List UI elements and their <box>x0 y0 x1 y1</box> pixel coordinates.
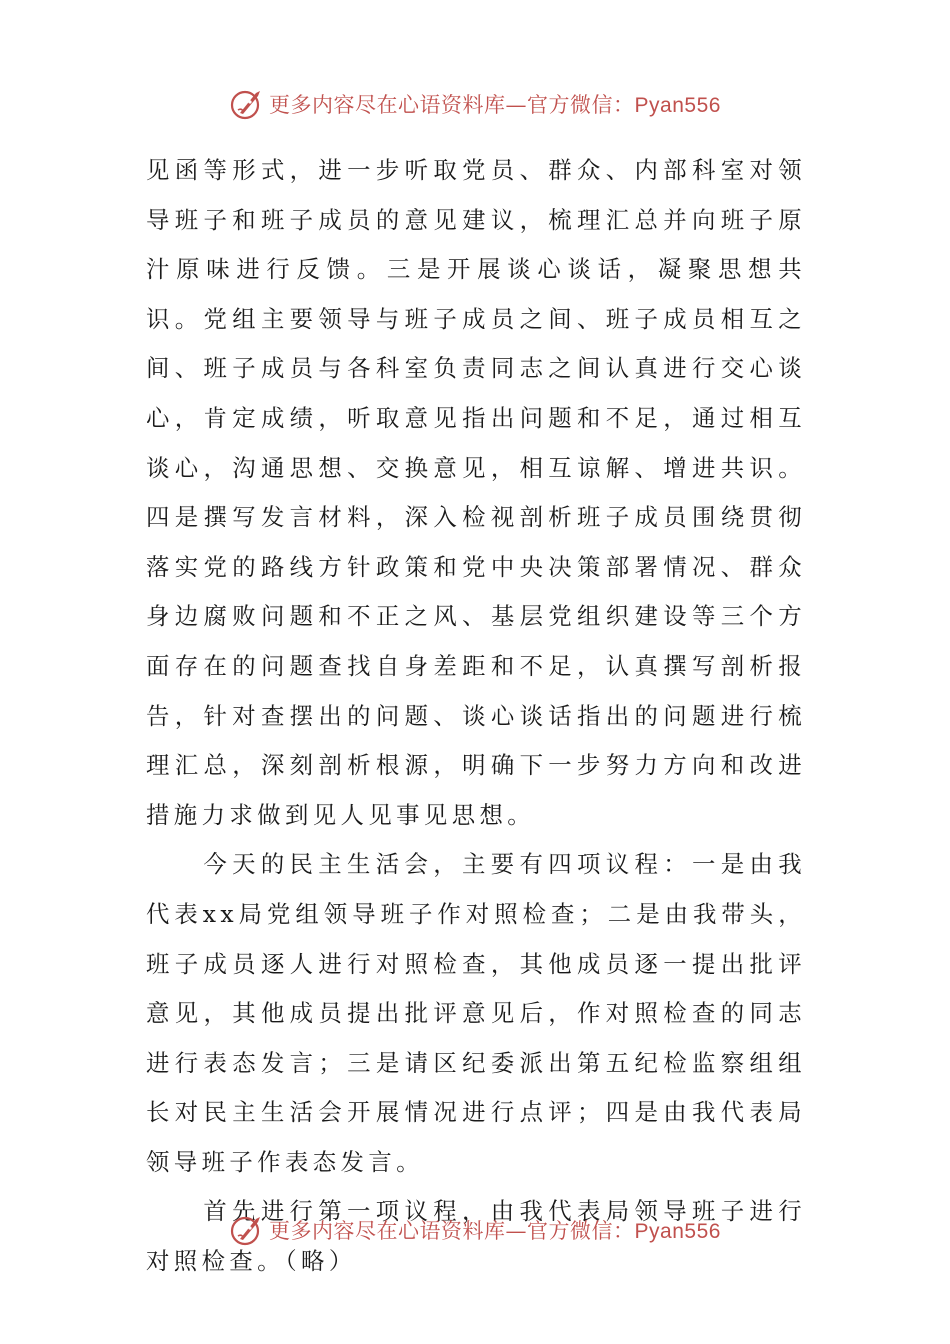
header-banner <box>0 84 950 124</box>
wechat-id: Pyan556 <box>634 94 721 117</box>
quill-pen-circle-icon <box>229 1212 265 1248</box>
banner-text: 更多内容尽在心语资料库—官方微信：Pyan556 <box>269 1219 721 1243</box>
paragraph-3: 首先进行第一项议程，由我代表局领导班子进行对照检查。（略） <box>146 1197 806 1276</box>
document-body <box>146 146 806 1287</box>
quill-pen-circle-icon <box>229 86 265 122</box>
paragraph-2: 今天的民主生活会，主要有四项议程：一是由我代表xx局党组领导班子作对照检查；二是由我带头，班子成员逐人进行对照检查，其他成员逐一提出批评意见，其他成员提出批评意见后，作对照检查的同志进行表态发言；三是请区纪委派出第五纪检监察组组长对民主生活会开展情况进行点评；四是由我代表局领导班子作表态发言。 <box>146 850 806 1176</box>
banner-text: 更多内容尽在心语资料库—官方微信：Pyan556 <box>269 93 721 117</box>
wechat-id: Pyan556 <box>634 1220 721 1243</box>
footer-banner <box>0 1210 950 1250</box>
paragraph-1: 见函等形式，进一步听取党员、群众、内部科室对领导班子和班子成员的意见建议，梳理汇总并向班子原汁原味进行反馈。三是开展谈心谈话，凝聚思想共识。党组主要领导与班子成员之间、班子成员相互之间、班子成员与各科室负责同志之间认真进行交心谈心，肯定成绩，听取意见指出问题和不足，通过相互谈心，沟通思想、交换意见，相互谅解、增进共识。四是撰写发言材料，深入检视剖析班子成员围绕贯彻落实党的路线方针政策和党中央决策部署情况、群众身边腐败问题和不正之风、基层党组织建设等三个方面存在的问题查找自身差距和不足，认真撰写剖析报告，针对查摆出的问题、谈心谈话指出的问题进行梳理汇总，深刻剖析根源，明确下一步努力方向和改进措施力求做到见人见事见思想。 <box>146 156 806 829</box>
